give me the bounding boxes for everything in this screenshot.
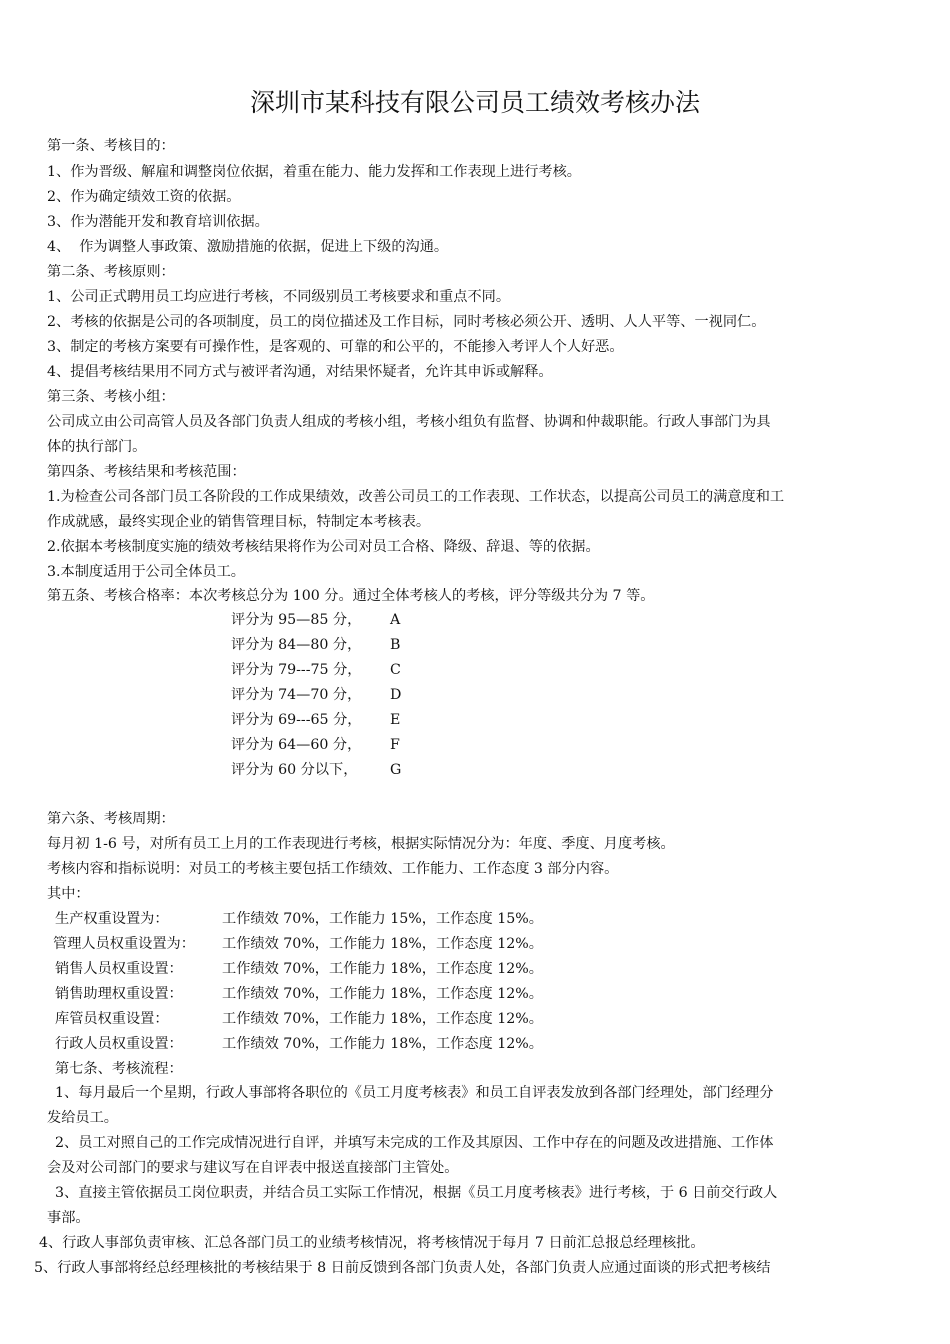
grade-range: 评分为 95—85 分， [231,612,362,628]
article-7-heading: 第七条、考核流程： [55,1061,183,1077]
article-4-item: 作成就感，最终实现企业的销售管理目标，特制定本考核表。 [47,514,431,530]
article-2-heading: 第二条、考核原则： [47,264,175,280]
weight-label: 生产权重设置为： [55,911,169,927]
grade-range: 评分为 60 分以下， [231,762,358,778]
grade-row [231,660,401,680]
article-6-cycle: 每月初 1-6 号，对所有员工上月的工作表现进行考核，根据实际情况分为：年度、季度、月度考核。 [47,836,675,852]
article-1-item: 2、作为确定绩效工资的依据。 [47,189,241,205]
grade-letter: D [390,687,402,703]
weight-value: 工作绩效 70%，工作能力 18%，工作态度 12%。 [222,1036,543,1052]
article-4-item: 2.依据本考核制度实施的绩效考核结果将作为公司对员工合格、降级、辞退、等的依据。 [47,539,600,555]
article-7-step: 发给员工。 [47,1110,118,1126]
grade-letter: G [390,762,402,778]
weight-label: 管理人员权重设置为： [53,936,195,952]
article-6-content: 考核内容和指标说明：对员工的考核主要包括工作绩效、工作能力、工作态度 3 部分内容。 [47,861,619,877]
article-7-step: 5、行政人事部将经总经理核批的考核结果于 8 日前反馈到各部门负责人处，各部门负责人应通过面谈的形式把考核结 [34,1260,771,1276]
grade-row [231,760,402,780]
article-7-step: 1、每月最后一个星期，行政人事部将各职位的《员工月度考核表》和员工自评表发放到各部门经理处，部门经理分 [55,1085,774,1101]
grade-range: 评分为 84—80 分， [231,637,362,653]
article-7-step: 3、直接主管依据员工岗位职责，并结合员工实际工作情况，根据《员工月度考核表》进行考核，于 6 日前交行政人 [55,1185,778,1201]
weight-value: 工作绩效 70%，工作能力 15%，工作态度 15%。 [222,911,543,927]
weight-label: 库管员权重设置： [55,1011,169,1027]
article-2-item: 1、公司正式聘用员工均应进行考核，不同级别员工考核要求和重点不同。 [47,289,511,305]
article-4-item: 3.本制度适用于公司全体员工。 [47,564,245,580]
article-1-heading: 第一条、考核目的： [47,138,175,154]
article-6-among: 其中： [47,886,90,902]
weight-value: 工作绩效 70%，工作能力 18%，工作态度 12%。 [222,961,543,977]
article-7-step: 事部。 [47,1210,90,1226]
grade-letter: A [390,612,401,628]
grade-range: 评分为 64—60 分， [231,737,362,753]
weight-value: 工作绩效 70%，工作能力 18%，工作态度 12%。 [222,1011,543,1027]
article-2-item: 4、提倡考核结果用不同方式与被评者沟通，对结果怀疑者，允许其申诉或解释。 [47,364,553,380]
grade-letter: F [390,737,400,753]
article-1-item: 1、作为晋级、解雇和调整岗位依据，着重在能力、能力发挥和工作表现上进行考核。 [47,164,581,180]
grade-range: 评分为 79---75 分， [231,662,362,678]
article-4-heading: 第四条、考核结果和考核范围： [47,464,246,480]
weight-value: 工作绩效 70%，工作能力 18%，工作态度 12%。 [222,986,543,1002]
grade-range: 评分为 74—70 分， [231,687,362,703]
article-2-item: 2、考核的依据是公司的各项制度，员工的岗位描述及工作目标，同时考核必须公开、透明、人人平等、一视同仁。 [47,314,766,330]
grade-row [231,685,402,705]
article-7-step: 会及对公司部门的要求与建议写在自评表中报送直接部门主管处。 [47,1160,459,1176]
grade-letter: C [390,662,401,678]
weight-value: 工作绩效 70%，工作能力 18%，工作态度 12%。 [222,936,543,952]
grade-row [231,735,400,755]
page-title: 深圳市某科技有限公司员工绩效考核办法 [249,88,700,117]
grade-row [231,610,401,630]
article-3-heading: 第三条、考核小组： [47,389,175,405]
article-3-body: 公司成立由公司高管人员及各部门负责人组成的考核小组，考核小组负有监督、协调和仲裁职能。行政人事部门为具 [47,414,771,430]
grade-row [231,710,401,730]
article-3-body: 体的执行部门。 [47,439,147,455]
article-7-step: 2、员工对照自己的工作完成情况进行自评，并填写未完成的工作及其原因、工作中存在的问题及改进措施、工作体 [55,1135,774,1151]
article-7-step: 4、行政人事部负责审核、汇总各部门员工的业绩考核情况，将考核情况于每月 7 日前汇总报总经理核批。 [39,1235,705,1251]
article-1-item: 3、作为潜能开发和教育培训依据。 [47,214,269,230]
article-5-heading: 第五条、考核合格率：本次考核总分为 100 分。通过全体考核人的考核，评分等级共分为 7 等。 [47,588,655,604]
article-4-item: 1.为检查公司各部门员工各阶段的工作成果绩效，改善公司员工的工作表现、工作状态，以提高公司员工的满意度和工 [47,489,785,505]
grade-letter: B [390,637,401,653]
article-6-heading: 第六条、考核周期： [47,811,175,827]
grade-range: 评分为 69---65 分， [231,712,362,728]
weight-label: 销售人员权重设置： [55,961,183,977]
weight-label: 销售助理权重设置： [55,986,183,1002]
grade-row [231,635,401,655]
grade-letter: E [390,712,401,728]
article-1-item: 4、 作为调整人事政策、激励措施的依据，促进上下级的沟通。 [47,239,449,255]
article-2-item: 3、制定的考核方案要有可操作性，是客观的、可靠的和公平的，不能掺入考评人个人好恶。 [47,339,624,355]
weight-label: 行政人员权重设置： [55,1036,183,1052]
